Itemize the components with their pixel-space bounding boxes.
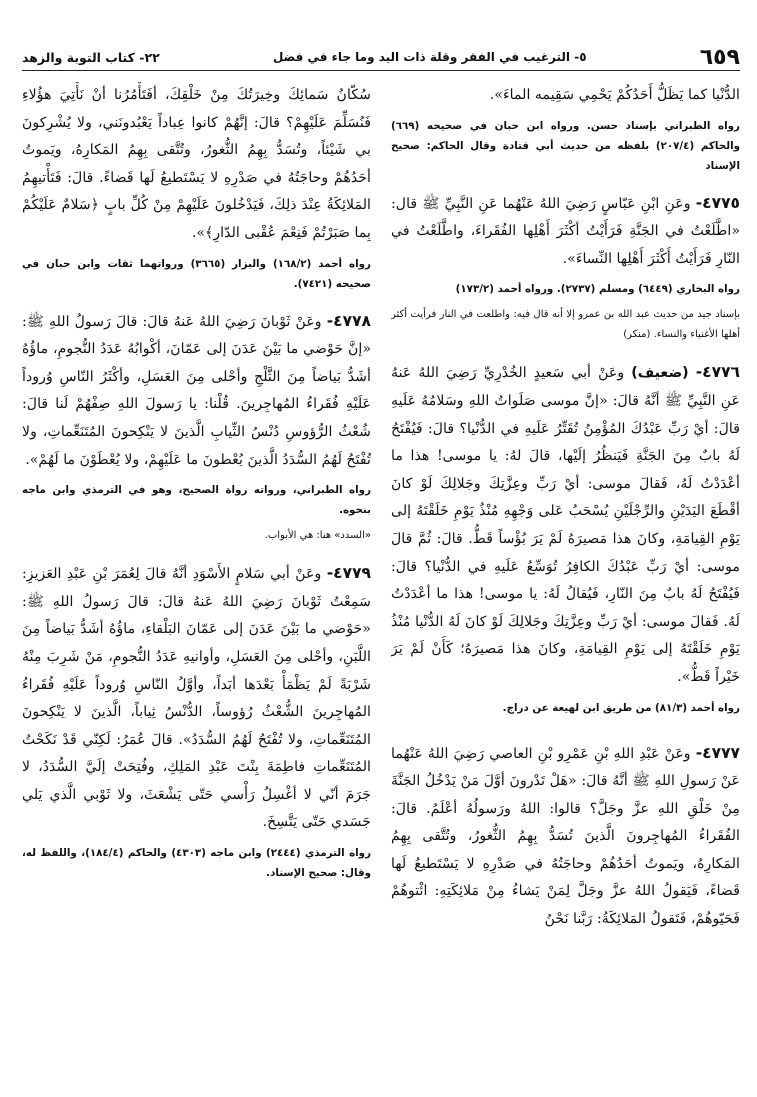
- hadith-number: ٤٧٧٥-: [695, 193, 740, 212]
- left-column: [22, 82, 371, 1089]
- hadith-text: وعَنْ ثَوْبانَ رَضِيَ اللهُ عَنهُ قالَ: قالَ رَسولُ اللهِ ﷺ: «إنَّ حَوْضي ما بَيْنَ عَدَنَ إلى عَمّانَ، أكْوابُهُ عَدَدُ النُّجومِ، ماؤُهُ أشَدُّ بَياضاً مِنَ الثَّلْجِ وأحْلى مِنَ العَسَلِ، وأكْثَرُ النّاسِ وُروداً عَلَيْهِ فُقَراءُ المُهاجِرينَ. قُلْنا: يا رَسولَ اللهِ صِفْهُمْ لَنا قالَ: شُعْثُ الرُّؤوسِ دُنْسُ الثِّيابِ الَّذينَ لا يَنْكِحونَ المُتَنَعِّماتِ، ولا تُفْتَحُ لَهُمُ السُّدَدُ الَّذينَ يُعْطونَ ما عَلَيْهِمْ، ولا يُعْطَوْنَ ما لَهُمْ».: [22, 313, 371, 468]
- takhrij-note: بإسناد جيد من حديث عبد الله بن عمرو إلا أنه قال فيه: واطلعت في النار فرأيت أكثر أهلها الأغنياء والنساء. (منكر): [391, 309, 740, 341]
- hadith-grade: (ضعيف): [631, 365, 689, 382]
- running-header: [22, 44, 740, 71]
- hadith-text: وعَنْ عَبْدِ اللهِ بْنِ عَمْرِو بْنِ العاصي رَضِيَ اللهُ عَنْهُما عَنْ رَسولِ اللهِ ﷺ أنَّهُ قالَ: «هَلْ تَدْرونَ أوَّلَ مَنْ يَدْخُلُ الجَنَّةَ مِنْ خَلْقِ اللهِ عزَّ وجَلَّ؟ قالوا: اللهُ ورَسولُهُ أعْلَمُ. قالَ: الفُقَراءُ المُهاجِرونَ الَّذينَ تُسَدُّ بِهِمُ الثُّغورُ، وتُتَّقى بِهِمُ المَكارِهُ، ويَموتُ أحَدُهُمْ وحاجَتُهُ في صَدْرِهِ لا يَسْتَطيعُ لَها قَضاءً، فَيَقولُ اللهُ عزَّ وجَلَّ لِمَنْ يَشاءُ مِنْ مَلائِكَتِهِ: ائْتوهُمْ فَحَيّوهُمْ، فَتَقولُ المَلائِكَةُ: رَبَّنا نَحْنُ: [391, 745, 740, 928]
- document-page: [22, 0, 740, 1097]
- takhrij-note: رواه الطبراني، ورواته رواة الصحيح، وهو في الترمذي وابن ماجه بنحوه.: [22, 484, 371, 517]
- hadith-continuation: سُكّانُ سَمائِكَ وخِيرَتُكَ مِنْ خَلْقِكَ، أفَتَأْمُرُنا أنْ نَأْتِيَ هؤُلاءِ فَنُسَلِّمَ عَلَيْهِمْ؟ قالَ: إنَّهُمْ كانوا عِباداً يَعْبُدونَني، ولا يُشْرِكونَ بي شَيْئاً، وتُسَدُّ بِهِمُ الثُّغورُ، وتُتَّقى بِهِمُ المَكارِهُ، ويَموتُ أحَدُهُمْ وحاجَتُهُ في صَدْرِهِ لا يَسْتَطيعُ لَها قَضاءً. قالَ: فَتَأْتيهِمُ المَلائِكَةُ عِنْدَ ذلِكَ، فَيَدْخُلونَ عَلَيْهِمْ مِنْ كُلِّ بابٍ ﴿سَلامٌ عَلَيْكُمْ بِما صَبَرْتُمْ فَنِعْمَ عُقْبى الدّارِ﴾».: [22, 87, 371, 241]
- hadith-text: وعَنِ ابْنِ عَبّاسٍ رَضِيَ اللهُ عَنْهُما عَنِ النَّبِيِّ ﷺ قال: «اطَّلَعْتُ في الجَنَّةِ فَرَأَيْتُ أكْثَرَ أَهْلِها الفُقَراءَ، واطَّلَعْتُ في النّارِ فَرَأَيْتُ أَكْثَرَ أَهْلِها النِّساءَ».: [391, 195, 740, 267]
- hadith-number: ٤٧٧٦-: [695, 363, 740, 382]
- two-column-body: [22, 82, 740, 1089]
- gloss-note: «السدد» هنا: هي الأبواب.: [264, 530, 371, 542]
- book-title: ٢٢- كتاب التوبة والزهد: [22, 49, 160, 65]
- hadith-text: وعَنْ أبي سَعيدٍ الخُدْرِيِّ رَضِيَ اللهُ عَنهُ عَنِ النَّبِيِّ ﷺ أنَّهُ قالَ: «إنَّ موسى صَلَواتُ اللهِ وسَلامُهُ عَلَيهِ قالَ: أيْ رَبِّ عَبْدُكَ المُؤْمِنُ تُقَتِّرُ عَلَيهِ في الدُّنْيا؟ قالَ: فَيُفْتَحُ لَهُ بابٌ مِنَ الجَنَّةِ فَيَنظُرُ إلَيْها، قالَ لهُ: يا موسى! هذا ما أعْدَدْتُ لَهُ، فَقالَ موسى: أيْ رَبِّ وعِزَّتِكَ وجَلالِكَ لَوْ كانَ أقْطَعَ اليَدَيْنِ والرِّجْلَيْنِ يُسْحَبُ عَلى وَجْهِهِ مُنْذُ يَوْمِ خَلَقْتَهُ إلى يَوْمِ القِيامَةِ، وكانَ هذا مَصيرَهُ لَمْ يَرَ بُؤْساً قَطُّ. قالَ: ثُمَّ قالَ موسى: أيْ رَبِّ عَبْدُكَ الكافِرُ تُوَسِّعُ عَلَيهِ في الدُّنْيا؟ قالَ: فَيُفْتَحُ لَهُ بابٌ مِنَ النّارِ، فَيُقالُ لَهُ: يا موسى! هذا ما أعْدَدْتُ لَهُ. فَقالَ موسى: أيْ رَبِّ وعِزَّتِكَ وجَلالِكَ لَوْ كانَ لَهُ الدُّنْيا مُنْذُ يَوْمِ خَلَقْتَهُ إلى يَوْمِ القِيامَةِ، وكانَ هذا مَصيرَهُ؛ كَأَنْ لَمْ يَرَ خَيْراً قَطُّ».: [391, 365, 740, 685]
- takhrij-note: رواه الطبراني بإسناد حسن. ورواه ابن حبان في صحيحه (٦٦٩) والحاكم (٢٠٧/٤) بلفظه من حديث أبي قتادة وقال الحاكم: صحيح الإسناد: [391, 119, 740, 172]
- hadith-4778: [22, 308, 371, 475]
- hadith-number: ٤٧٧٧-: [695, 743, 740, 762]
- hadith-number: ٤٧٧٨-: [326, 311, 371, 330]
- takhrij-note: رواه أحمد (٨١/٣) من طريق ابن لهيعة عن دراج.: [502, 701, 740, 714]
- hadith-4777: [391, 740, 740, 934]
- chapter-title: ٥- الترغيب في الفقر وقلة ذات اليد وما جاء في فضل: [272, 50, 587, 64]
- right-column: [391, 82, 740, 1089]
- takhrij-note: رواه أحمد (١٦٨/٢) والبزار (٣٦٦٥) ورواتهما ثقات وابن حبان في صحيحه (٧٤٢١).: [22, 257, 371, 290]
- hadith-4776: [391, 359, 740, 691]
- takhrij-note: رواه البخاري (٦٤٤٩) ومسلم (٢٧٣٧). ورواه أحمد (١٧٣/٢): [455, 283, 740, 296]
- takhrij-note: رواه الترمذي (٢٤٤٤) وابن ماجه (٤٣٠٣) والحاكم (١٨٤/٤)، واللفظ له، وقال: صحيح الإسناد.: [22, 847, 371, 880]
- hadith-continuation: الدُّنْيا كما يَظَلُّ أَحَدُكُمْ يَحْمِي سَقِيمه الماءَ».: [489, 87, 740, 103]
- hadith-4779: [22, 560, 371, 837]
- hadith-text: وعَنْ أبي سَلامٍ الأَسْوَدِ أنَّهُ قالَ لِعُمَرَ بْنِ عَبْدِ العَزيزِ: سَمِعْتُ ثَوْبانَ رَضِيَ اللهُ عَنهُ قالَ: قالَ رَسولُ اللهِ ﷺ: «حَوْضي ما بَيْنَ عَدَنَ إلى عَمّانَ البَلْقاءِ، ماؤُهُ أشَدُّ بَياضاً مِنَ اللَّبَنِ، وأحْلى مِنَ العَسَلِ، وأوانيهِ عَدَدُ النُّجومِ، مَنْ شَرِبَ مِنْهُ شَرْبَةً لَمْ يَظْمَأْ بَعْدَها أبَداً، وأوَّلُ النّاسِ وُروداً عَلَيْهِ فُقَراءُ المُهاجِرينَ الشُّعْثُ رُؤوساً، الدُّنْسُ ثِياباً، الَّذينَ لا يَنْكِحونَ المُتَنَعِّماتِ، ولا تُفْتَحُ لَهُمُ السُّدَدُ». قالَ عُمَرُ: لَكِنّي قَدْ نَكَحْتُ المُتَنَعِّماتِ فاطِمَةَ بِنْتَ عَبْدِ المَلِكِ، وفُتِحَتْ إلَيَّ السُّدَدُ، لا جَرَمَ أنّي لا أغْسِلُ رَأْسي حَتّى يَشْعَثَ، ولا ثَوْبي الَّذي يَلي جَسَدي حَتّى يَتَّسِخَ.: [22, 566, 371, 831]
- hadith-4775: [391, 190, 740, 274]
- page-number: ٦٥٩: [699, 44, 740, 70]
- hadith-number: ٤٧٧٩-: [326, 564, 371, 583]
